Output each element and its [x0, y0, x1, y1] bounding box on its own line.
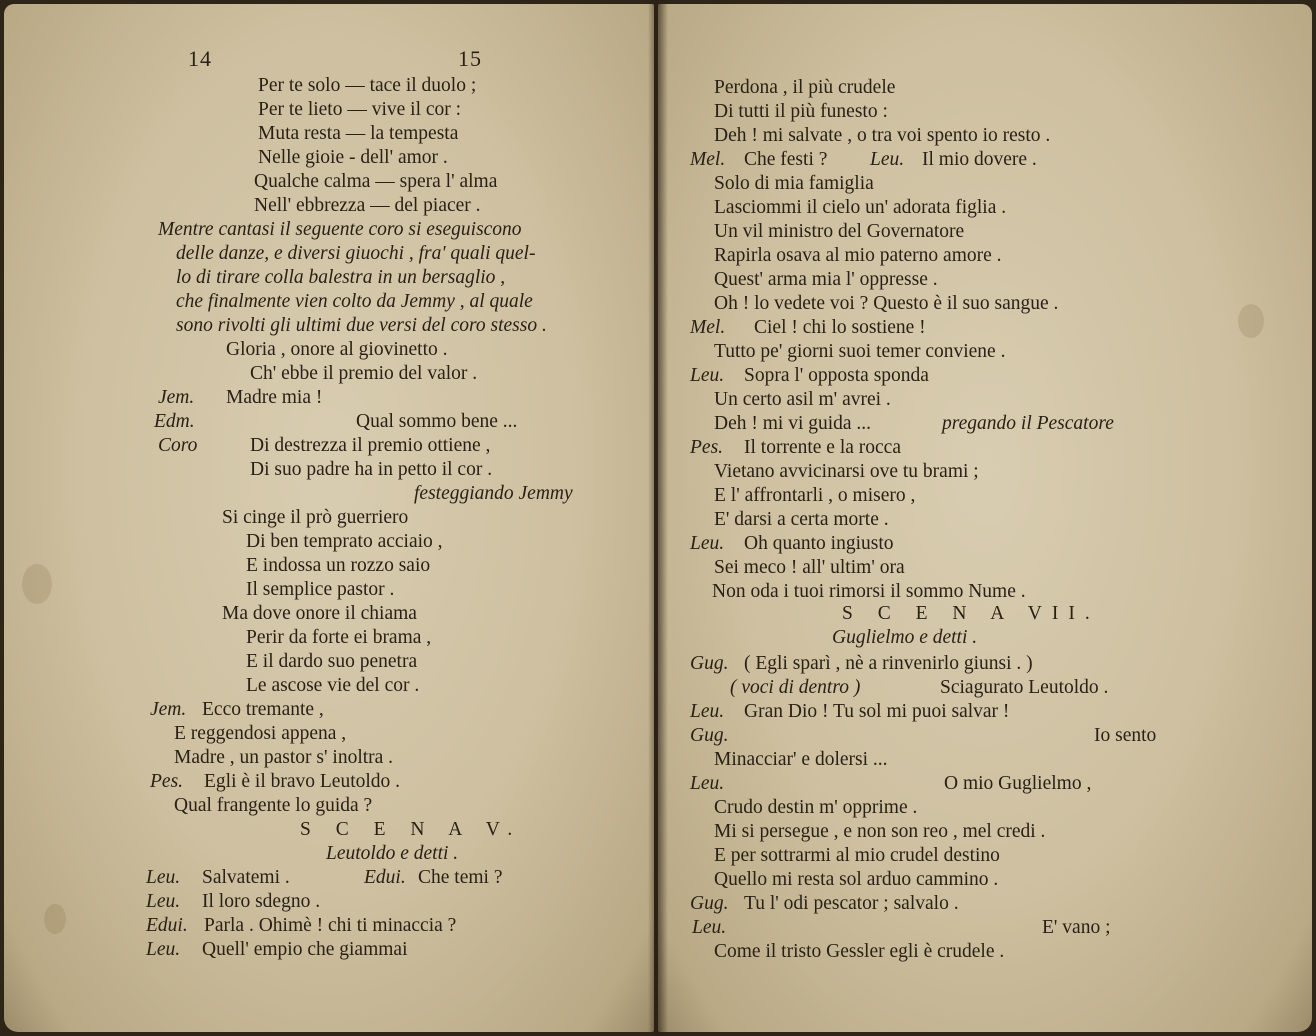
speaker-label: Leu. — [692, 917, 727, 938]
speaker-label: Coro — [158, 435, 198, 456]
verse-line: Che festi ? — [744, 149, 828, 170]
paper-stain — [1238, 304, 1264, 338]
verse-line: E il dardo suo penetra — [246, 651, 418, 672]
verse-line: Qualche calma — spera l' alma — [254, 171, 498, 192]
stage-direction: lo di tirare colla balestra in un bersaglio , — [176, 267, 506, 288]
verse-line: Il semplice pastor . — [246, 579, 395, 600]
verse-line: Parla . Ohimè ! chi ti minaccia ? — [204, 915, 457, 936]
verse-line: Io sento — [1094, 725, 1157, 746]
verse-line: Per te lieto — vive il cor : — [258, 99, 462, 120]
verse-line: Ecco tremante , — [202, 699, 324, 720]
speaker-label: Pes. — [690, 437, 724, 458]
speaker-label: Leu. — [870, 149, 905, 170]
paper-stain — [22, 564, 52, 604]
verse-line: E' darsi a certa morte . — [714, 509, 889, 530]
verse-line: Quello mi resta sol arduo cammino . — [714, 869, 999, 890]
scene-characters: Guglielmo e detti . — [832, 627, 978, 648]
verse-line: E indossa un rozzo saio — [246, 555, 431, 576]
speaker-label: Mel. — [690, 317, 726, 338]
verse-line: Ma dove onore il chiama — [222, 603, 417, 624]
speaker-label: Leu. — [146, 867, 181, 888]
verse-line: Di destrezza il premio ottiene , — [250, 435, 491, 456]
verse-line: Un certo asil m' avrei . — [714, 389, 891, 410]
verse-line: Minacciar' e dolersi ... — [714, 749, 888, 770]
speaker-label: Leu. — [146, 891, 181, 912]
verse-line: Il torrente e la rocca — [744, 437, 901, 458]
stage-direction: ( voci di dentro ) — [730, 677, 861, 698]
speaker-label: Gug. — [690, 725, 729, 746]
verse-line: Nell' ebbrezza — del piacer . — [254, 195, 481, 216]
verse-line: Gloria , onore al giovinetto . — [226, 339, 448, 360]
verse-line: Muta resta — la tempesta — [258, 123, 459, 144]
left-page — [4, 4, 654, 1032]
verse-line: Il mio dovere . — [922, 149, 1037, 170]
verse-line: Ciel ! chi lo sostiene ! — [754, 317, 926, 338]
speaker-label: Leu. — [690, 701, 725, 722]
verse-line: Deh ! mi salvate , o tra voi spento io resto . — [714, 125, 1051, 146]
stage-direction: festeggiando Jemmy — [414, 483, 573, 504]
speaker-label: Leu. — [690, 533, 725, 554]
verse-line: Oh quanto ingiusto — [744, 533, 894, 554]
verse-line: Mi si persegue , e non son reo , mel credi . — [714, 821, 1046, 842]
speaker-label: Jem. — [158, 387, 195, 408]
speaker-label: Leu. — [146, 939, 181, 960]
verse-line: Di ben temprato acciaio , — [246, 531, 443, 552]
verse-line: Qual frangente lo guida ? — [174, 795, 373, 816]
verse-line: Un vil ministro del Governatore — [714, 221, 965, 242]
verse-line: Gran Dio ! Tu sol mi puoi salvar ! — [744, 701, 1010, 722]
verse-line: Qual sommo bene ... — [356, 411, 518, 432]
verse-line: Quest' arma mia l' oppresse . — [714, 269, 938, 290]
verse-line: Sei meco ! all' ultim' ora — [714, 557, 905, 578]
speaker-label: Edui. — [364, 867, 406, 888]
verse-line: Madre mia ! — [226, 387, 323, 408]
verse-line: Per te solo — tace il duolo ; — [258, 75, 477, 96]
verse-line: E' vano ; — [1042, 917, 1111, 938]
verse-line: Non oda i tuoi rimorsi il sommo Nume . — [712, 581, 1026, 602]
speaker-label: Leu. — [690, 773, 725, 794]
verse-line: Deh ! mi vi guida ... — [714, 413, 872, 434]
verse-line: Tutto pe' giorni suoi temer conviene . — [714, 341, 1006, 362]
verse-line: Madre , un pastor s' inoltra . — [174, 747, 394, 768]
scene-characters: Leutoldo e detti . — [326, 843, 459, 864]
verse-line: Crudo destin m' opprime . — [714, 797, 918, 818]
stage-direction: delle danze, e diversi giuochi , fra' quali quel- — [176, 243, 536, 264]
speaker-label: Mel. — [690, 149, 726, 170]
verse-line: Tu l' odi pescator ; salvalo . — [744, 893, 959, 914]
verse-line: Le ascose vie del cor . — [246, 675, 420, 696]
verse-line: Sciagurato Leutoldo . — [940, 677, 1109, 698]
verse-line: Salvatemi . — [202, 867, 290, 888]
speaker-label: Gug. — [690, 893, 729, 914]
verse-line: ( Egli sparì , nè a rinvenirlo giunsi . ) — [744, 653, 1033, 674]
verse-line: E reggendosi appena , — [174, 723, 347, 744]
verse-line: Oh ! lo vedete voi ? Questo è il suo sangue . — [714, 293, 1059, 314]
verse-line: Sopra l' opposta sponda — [744, 365, 929, 386]
speaker-label: Jem. — [150, 699, 187, 720]
verse-line: Perdona , il più crudele — [714, 77, 896, 98]
verse-line: Che temi ? — [418, 867, 503, 888]
speaker-label: Pes. — [150, 771, 184, 792]
verse-line: Ch' ebbe il premio del valor . — [250, 363, 478, 384]
page-number: 15 — [458, 46, 482, 71]
verse-line: Come il tristo Gessler egli è crudele . — [714, 941, 1005, 962]
verse-line: Si cinge il prò guerriero — [222, 507, 409, 528]
verse-line: Quell' empio che giammai — [202, 939, 408, 960]
paper-stain — [44, 904, 66, 934]
verse-line: E per sottrarmi al mio crudel destino — [714, 845, 1000, 866]
scene-heading: S C E N A V. — [300, 819, 523, 840]
verse-line: Lasciommi il cielo un' adorata figlia . — [714, 197, 1007, 218]
verse-line: Di suo padre ha in petto il cor . — [250, 459, 493, 480]
verse-line: Egli è il bravo Leutoldo . — [204, 771, 401, 792]
verse-line: Solo di mia famiglia — [714, 173, 874, 194]
speaker-label: Edm. — [154, 411, 195, 432]
verse-line: O mio Guglielmo , — [944, 773, 1092, 794]
stage-direction: Mentre cantasi il seguente coro si eseguiscono — [158, 219, 522, 240]
verse-line: Di tutti il più funesto : — [714, 101, 888, 122]
stage-direction: sono rivolti gli ultimi due versi del coro stesso . — [176, 315, 547, 336]
verse-line: E l' affrontarli , o misero , — [714, 485, 916, 506]
verse-line: Rapirla osava al mio paterno amore . — [714, 245, 1002, 266]
speaker-label: Leu. — [690, 365, 725, 386]
verse-line: Perir da forte ei brama , — [246, 627, 432, 648]
verse-line: Il loro sdegno . — [202, 891, 321, 912]
page-number: 14 — [188, 46, 212, 71]
speaker-label: Edui. — [146, 915, 188, 936]
stage-direction: pregando il Pescatore — [942, 413, 1114, 434]
stage-direction: che finalmente vien colto da Jemmy , al quale — [176, 291, 533, 312]
speaker-label: Gug. — [690, 653, 729, 674]
scene-heading: S C E N A VII. — [842, 603, 1100, 624]
verse-line: Vietano avvicinarsi ove tu brami ; — [714, 461, 979, 482]
verse-line: Nelle gioie - dell' amor . — [258, 147, 448, 168]
